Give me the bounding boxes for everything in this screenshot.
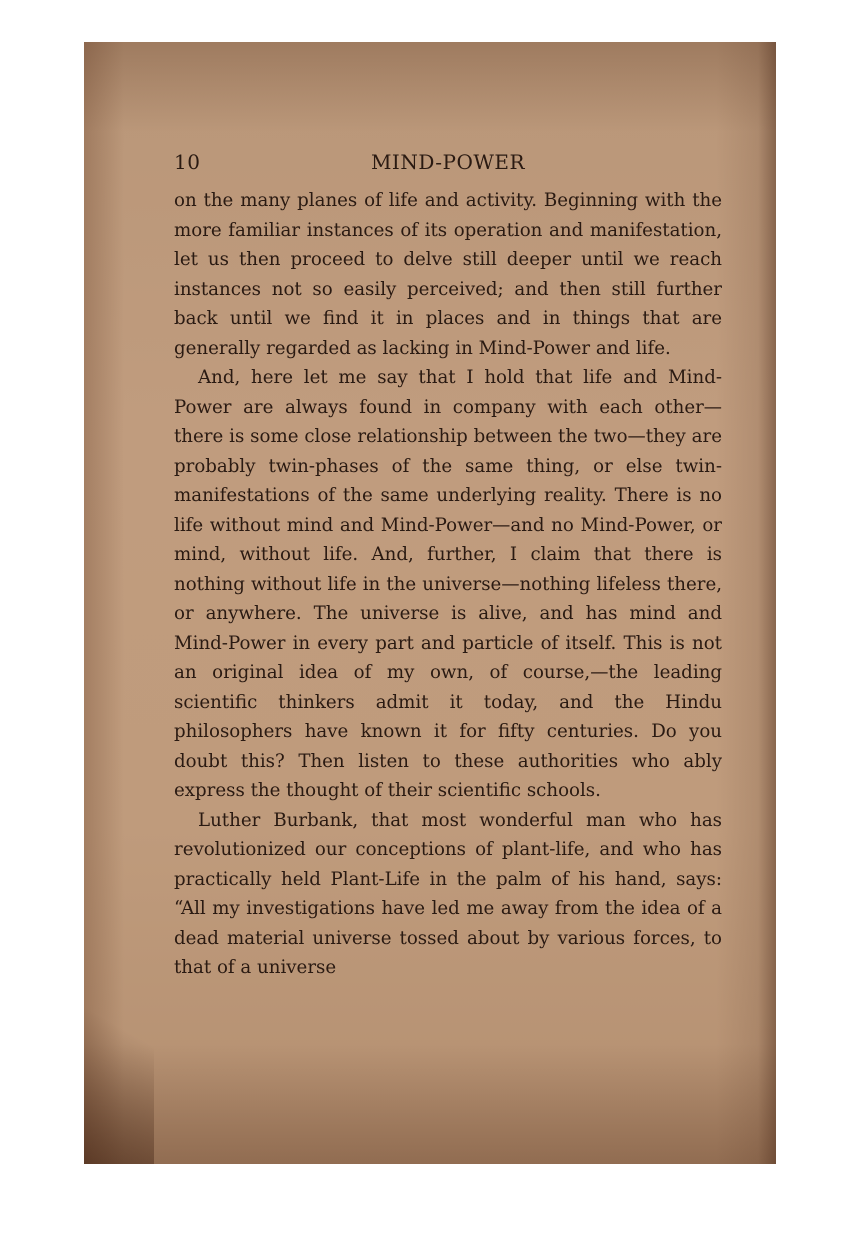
paragraph-continued: on the many planes of life and activity. Beginning with the more familiar instances of its operation and manifestation, let us then proceed to delve still deeper until we reach instances not so easily perceived; and then still further back until we find it in places and in things that are generally regarded as lacking in Mind-Power and life. [174, 190, 722, 359]
text-block [174, 150, 722, 983]
page-corner-shadow [84, 994, 154, 1164]
running-head [174, 150, 722, 186]
page-number: 10 [174, 150, 201, 174]
running-title: MIND-POWER [370, 150, 526, 174]
paragraph-life-and-mind: And, here let me say that I hold that life and Mind-Power are always found in company with each other—there is some close relationship between the two—they are probably twin-phases of the same thing, or else twin-manifestations of the same underlying reality. There is no life without mind and Mind-Power—and no Mind-Power, or mind, without life. And, further, I claim that there is nothing without life in the universe—nothing lifeless there, or anywhere. The universe is alive, and has mind and Mind-Power in every part and particle of itself. This is not an original idea of my own, of course,—the leading scientific thinkers admit it today, and the Hindu philosophers have known it for fifty centuries. Do you doubt this? Then listen to these authorities who ably express the thought of their scientific schools. [174, 367, 722, 801]
book-page [84, 42, 776, 1164]
paragraph-burbank: Luther Burbank, that most wonderful man who has revolutionized our conceptions of plant-life, and who has practically held Plant-Life in the palm of his hand, says: “All my investigations have led me away from the idea of a dead material universe tossed about by various forces, to that of a universe [174, 809, 722, 978]
